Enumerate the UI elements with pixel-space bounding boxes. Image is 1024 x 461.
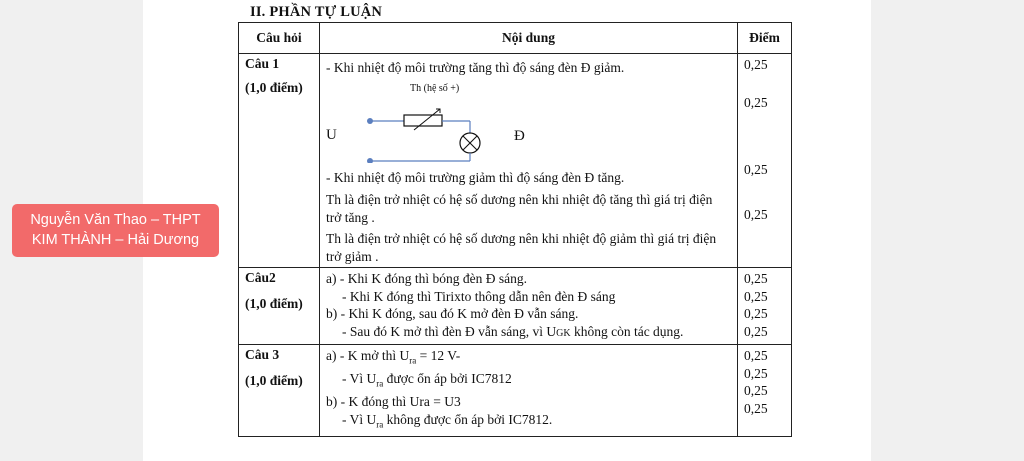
q2-score-4: 0,25 [744, 323, 768, 339]
q2-score-2: 0,25 [744, 288, 768, 304]
q3-line1-sub: ra [409, 355, 417, 366]
watermark-line2: KIM THÀNH – Hải Dương [31, 232, 200, 248]
thermistor-body [404, 115, 442, 126]
q1-score-2: 0,25 [744, 94, 768, 110]
table-row-q3 [239, 345, 792, 437]
q3-score-2: 0,25 [744, 365, 768, 381]
q1-line4: Th là điện trở nhiệt có hệ số dương nên khi nhiệt độ giảm thì giá trị điện trở giảm . [326, 231, 717, 264]
q1-line1: - Khi nhiệt độ môi trường tăng thì độ sáng đèn Đ giảm. [326, 60, 625, 75]
q2-scores [738, 268, 792, 345]
q1-points: (1,0 điểm) [245, 80, 303, 95]
q2-line3 [326, 305, 731, 323]
section-title: II. PHẦN TỰ LUẬN [250, 4, 383, 20]
q3-score-1: 0,25 [744, 348, 768, 363]
q3-line2-sub: ra [376, 378, 384, 389]
q1-content [320, 54, 738, 268]
q3-content [320, 345, 738, 437]
q3-line1 [326, 347, 731, 370]
q3-line4-pre: - Vì U [342, 411, 377, 427]
q3-line4-sub: ra [376, 419, 384, 430]
q3-title: Câu 3 [245, 347, 280, 362]
table-row-q1 [239, 54, 792, 268]
q3-line4-post: không được ổn áp bởi IC7812. [383, 411, 553, 427]
answer-table [238, 22, 792, 437]
q1-score-1: 0,25 [744, 57, 768, 72]
table-row-q2 [239, 268, 792, 345]
q3-line1-pre: a) - K mở thì U [326, 348, 410, 363]
q3-line1-post: = 12 V- [416, 348, 461, 363]
q3-line2-post: được ổn áp bởi IC7812 [383, 371, 512, 387]
q3-scores [738, 345, 792, 437]
q2-line2: - Khi K đóng thì Tirixto thông dẫn nên đèn Đ sáng [342, 288, 616, 304]
q2-label-cell [239, 268, 320, 345]
q3-label-cell [239, 345, 320, 437]
header-content: Nội dung [320, 23, 738, 54]
header-score: Điểm [738, 23, 792, 54]
watermark-line1: Nguyễn Văn Thao – THPT [30, 212, 201, 228]
circuit-label-th: Th (hệ số +) [410, 82, 460, 94]
circuit-label-d: Đ [514, 127, 525, 144]
q2-title: Câu2 [245, 270, 276, 285]
q2-line4-pre: - Sau đó K mở thì đèn Đ vẫn sáng, vì U [342, 323, 557, 339]
q3-line2-pre: - Vì U [342, 371, 377, 387]
q2-line4-sub: GK [556, 327, 571, 339]
q2-line4-post: không còn tác dụng. [570, 323, 684, 339]
q2-line3-text: - Khi K đóng, sau đó K mở đèn Đ vẫn sáng. [340, 306, 579, 321]
q1-line3: Th là điện trở nhiệt có hệ số dương nên khi nhiệt độ tăng thì giá trị điện trở tăng . [326, 192, 713, 225]
q1-title: Câu 1 [245, 56, 280, 71]
circuit-label-u: U [326, 126, 337, 143]
author-watermark [12, 204, 219, 257]
q3-line4 [326, 411, 731, 434]
q2-line3-prefix: b) [326, 306, 341, 321]
q1-scores [738, 54, 792, 268]
q3-line3: b) - K đóng thì Ura = U3 [326, 394, 461, 410]
q1-score-3: 0,25 [744, 162, 768, 177]
thermistor-arrow [414, 109, 440, 130]
header-question: Câu hỏi [239, 23, 320, 54]
table-header-row [239, 23, 792, 54]
q3-score-3: 0,25 [744, 383, 768, 398]
q3-line2 [326, 370, 731, 393]
q1-line2: - Khi nhiệt độ môi trường giảm thì độ sáng đèn Đ tăng. [326, 169, 625, 185]
circuit-diagram [326, 81, 731, 163]
q1-score-4: 0,25 [744, 206, 768, 222]
q2-points: (1,0 điểm) [245, 296, 303, 311]
q3-points: (1,0 điểm) [245, 373, 303, 388]
q2-line1: a) - Khi K đóng thì bóng đèn Đ sáng. [326, 271, 527, 286]
q1-label-cell [239, 54, 320, 268]
q2-content [320, 268, 738, 345]
q2-score-3: 0,25 [744, 306, 768, 321]
thermistor-lamp-circuit [356, 81, 506, 163]
q2-score-1: 0,25 [744, 271, 768, 286]
q3-score-4: 0,25 [744, 400, 768, 416]
q2-line4 [326, 323, 731, 343]
